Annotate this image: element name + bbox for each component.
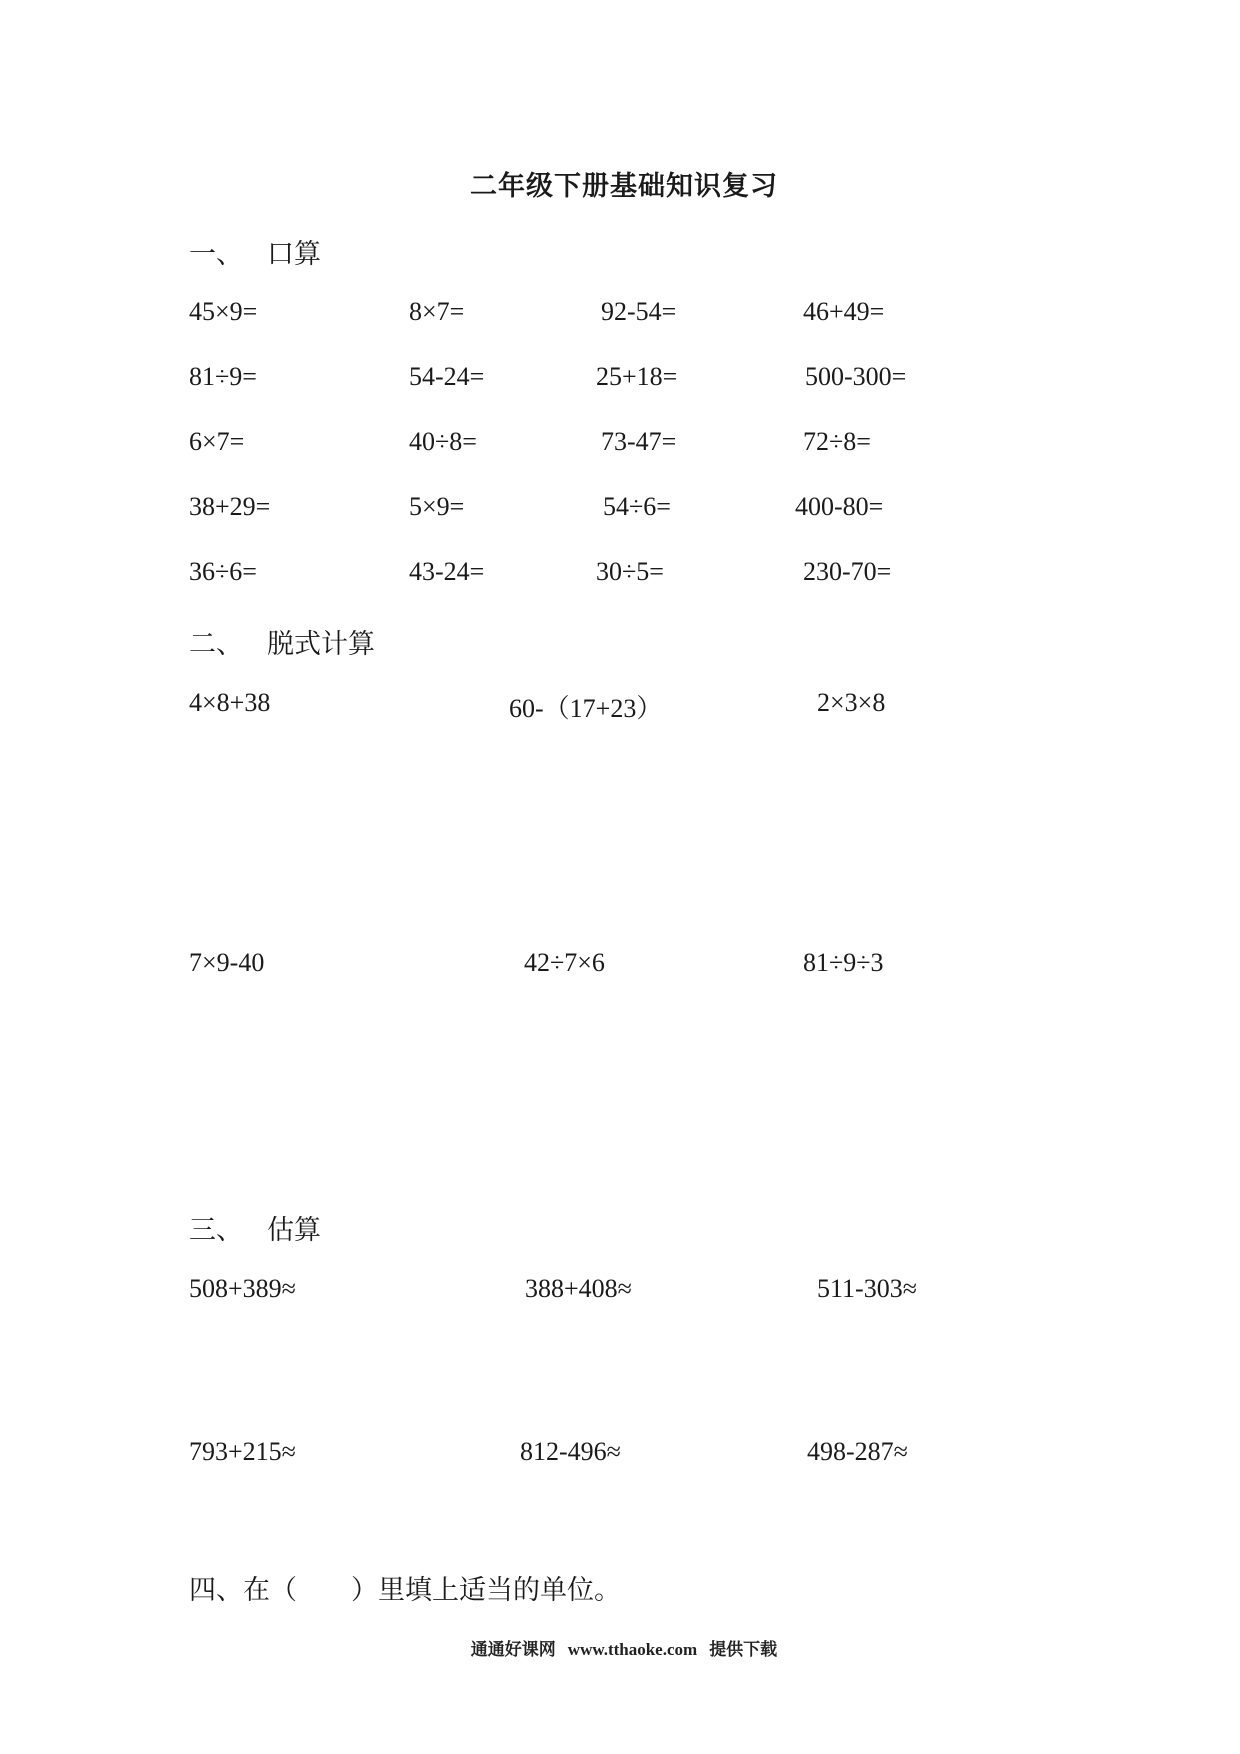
oral-problem: 54-24=	[409, 362, 485, 391]
estimate-problem: 511-303≈	[817, 1274, 917, 1303]
estimate-problem: 388+408≈	[525, 1274, 632, 1303]
oral-problem: 30÷5=	[596, 557, 664, 586]
oral-problem: 8×7=	[409, 297, 465, 326]
oral-problem: 500-300=	[805, 362, 907, 391]
page-title: 二年级下册基础知识复习	[470, 171, 778, 201]
estimate-problem: 793+215≈	[189, 1437, 296, 1466]
oral-problem: 6×7=	[189, 427, 245, 456]
oral-problem: 81÷9=	[189, 362, 257, 391]
oral-problem: 43-24=	[409, 557, 485, 586]
stepwise-problem: 2×3×8	[817, 688, 886, 717]
oral-problem: 40÷8=	[409, 427, 477, 456]
oral-problem: 45×9=	[189, 297, 258, 326]
section-label: 口算	[267, 239, 321, 269]
footer-suffix: 提供下载	[709, 1640, 778, 1660]
stepwise-problem: 4×8+38	[189, 688, 271, 717]
oral-problem: 38+29=	[189, 492, 271, 521]
oral-problem: 72÷8=	[803, 427, 871, 456]
stepwise-problem: 81÷9÷3	[803, 948, 884, 977]
footer-brand: 通通好课网	[470, 1640, 556, 1660]
estimate-problem: 508+389≈	[189, 1274, 296, 1303]
oral-problem: 73-47=	[601, 427, 677, 456]
section-number: 三、	[189, 1215, 243, 1245]
oral-problem: 36÷6=	[189, 557, 257, 586]
oral-problem: 54÷6=	[603, 492, 671, 521]
oral-problem: 46+49=	[803, 297, 885, 326]
oral-problem: 400-80=	[795, 492, 884, 521]
section-heading-estimate	[189, 1208, 321, 1247]
stepwise-problem: 42÷7×6	[524, 948, 605, 977]
page-footer	[0, 1635, 1240, 1660]
oral-problem: 92-54=	[601, 297, 677, 326]
estimate-problem: 498-287≈	[807, 1437, 908, 1466]
section-number: 一、	[189, 239, 243, 269]
oral-problem: 5×9=	[409, 492, 465, 521]
stepwise-problem: 7×9-40	[189, 948, 265, 977]
section-heading-oral	[189, 232, 321, 271]
oral-problem: 25+18=	[596, 362, 678, 391]
stepwise-problem: 60-（17+23）	[509, 694, 663, 723]
estimate-problem: 812-496≈	[520, 1437, 621, 1466]
oral-problem: 230-70=	[803, 557, 892, 586]
section-label: 脱式计算	[267, 629, 375, 659]
section-heading-units: 四、在（ ）里填上适当的单位。	[189, 1575, 621, 1605]
section-heading-stepwise	[189, 622, 375, 661]
footer-site-link[interactable]: www.tthaoke.com	[567, 1640, 698, 1659]
section-number: 二、	[189, 629, 243, 659]
section-label: 估算	[267, 1215, 321, 1245]
